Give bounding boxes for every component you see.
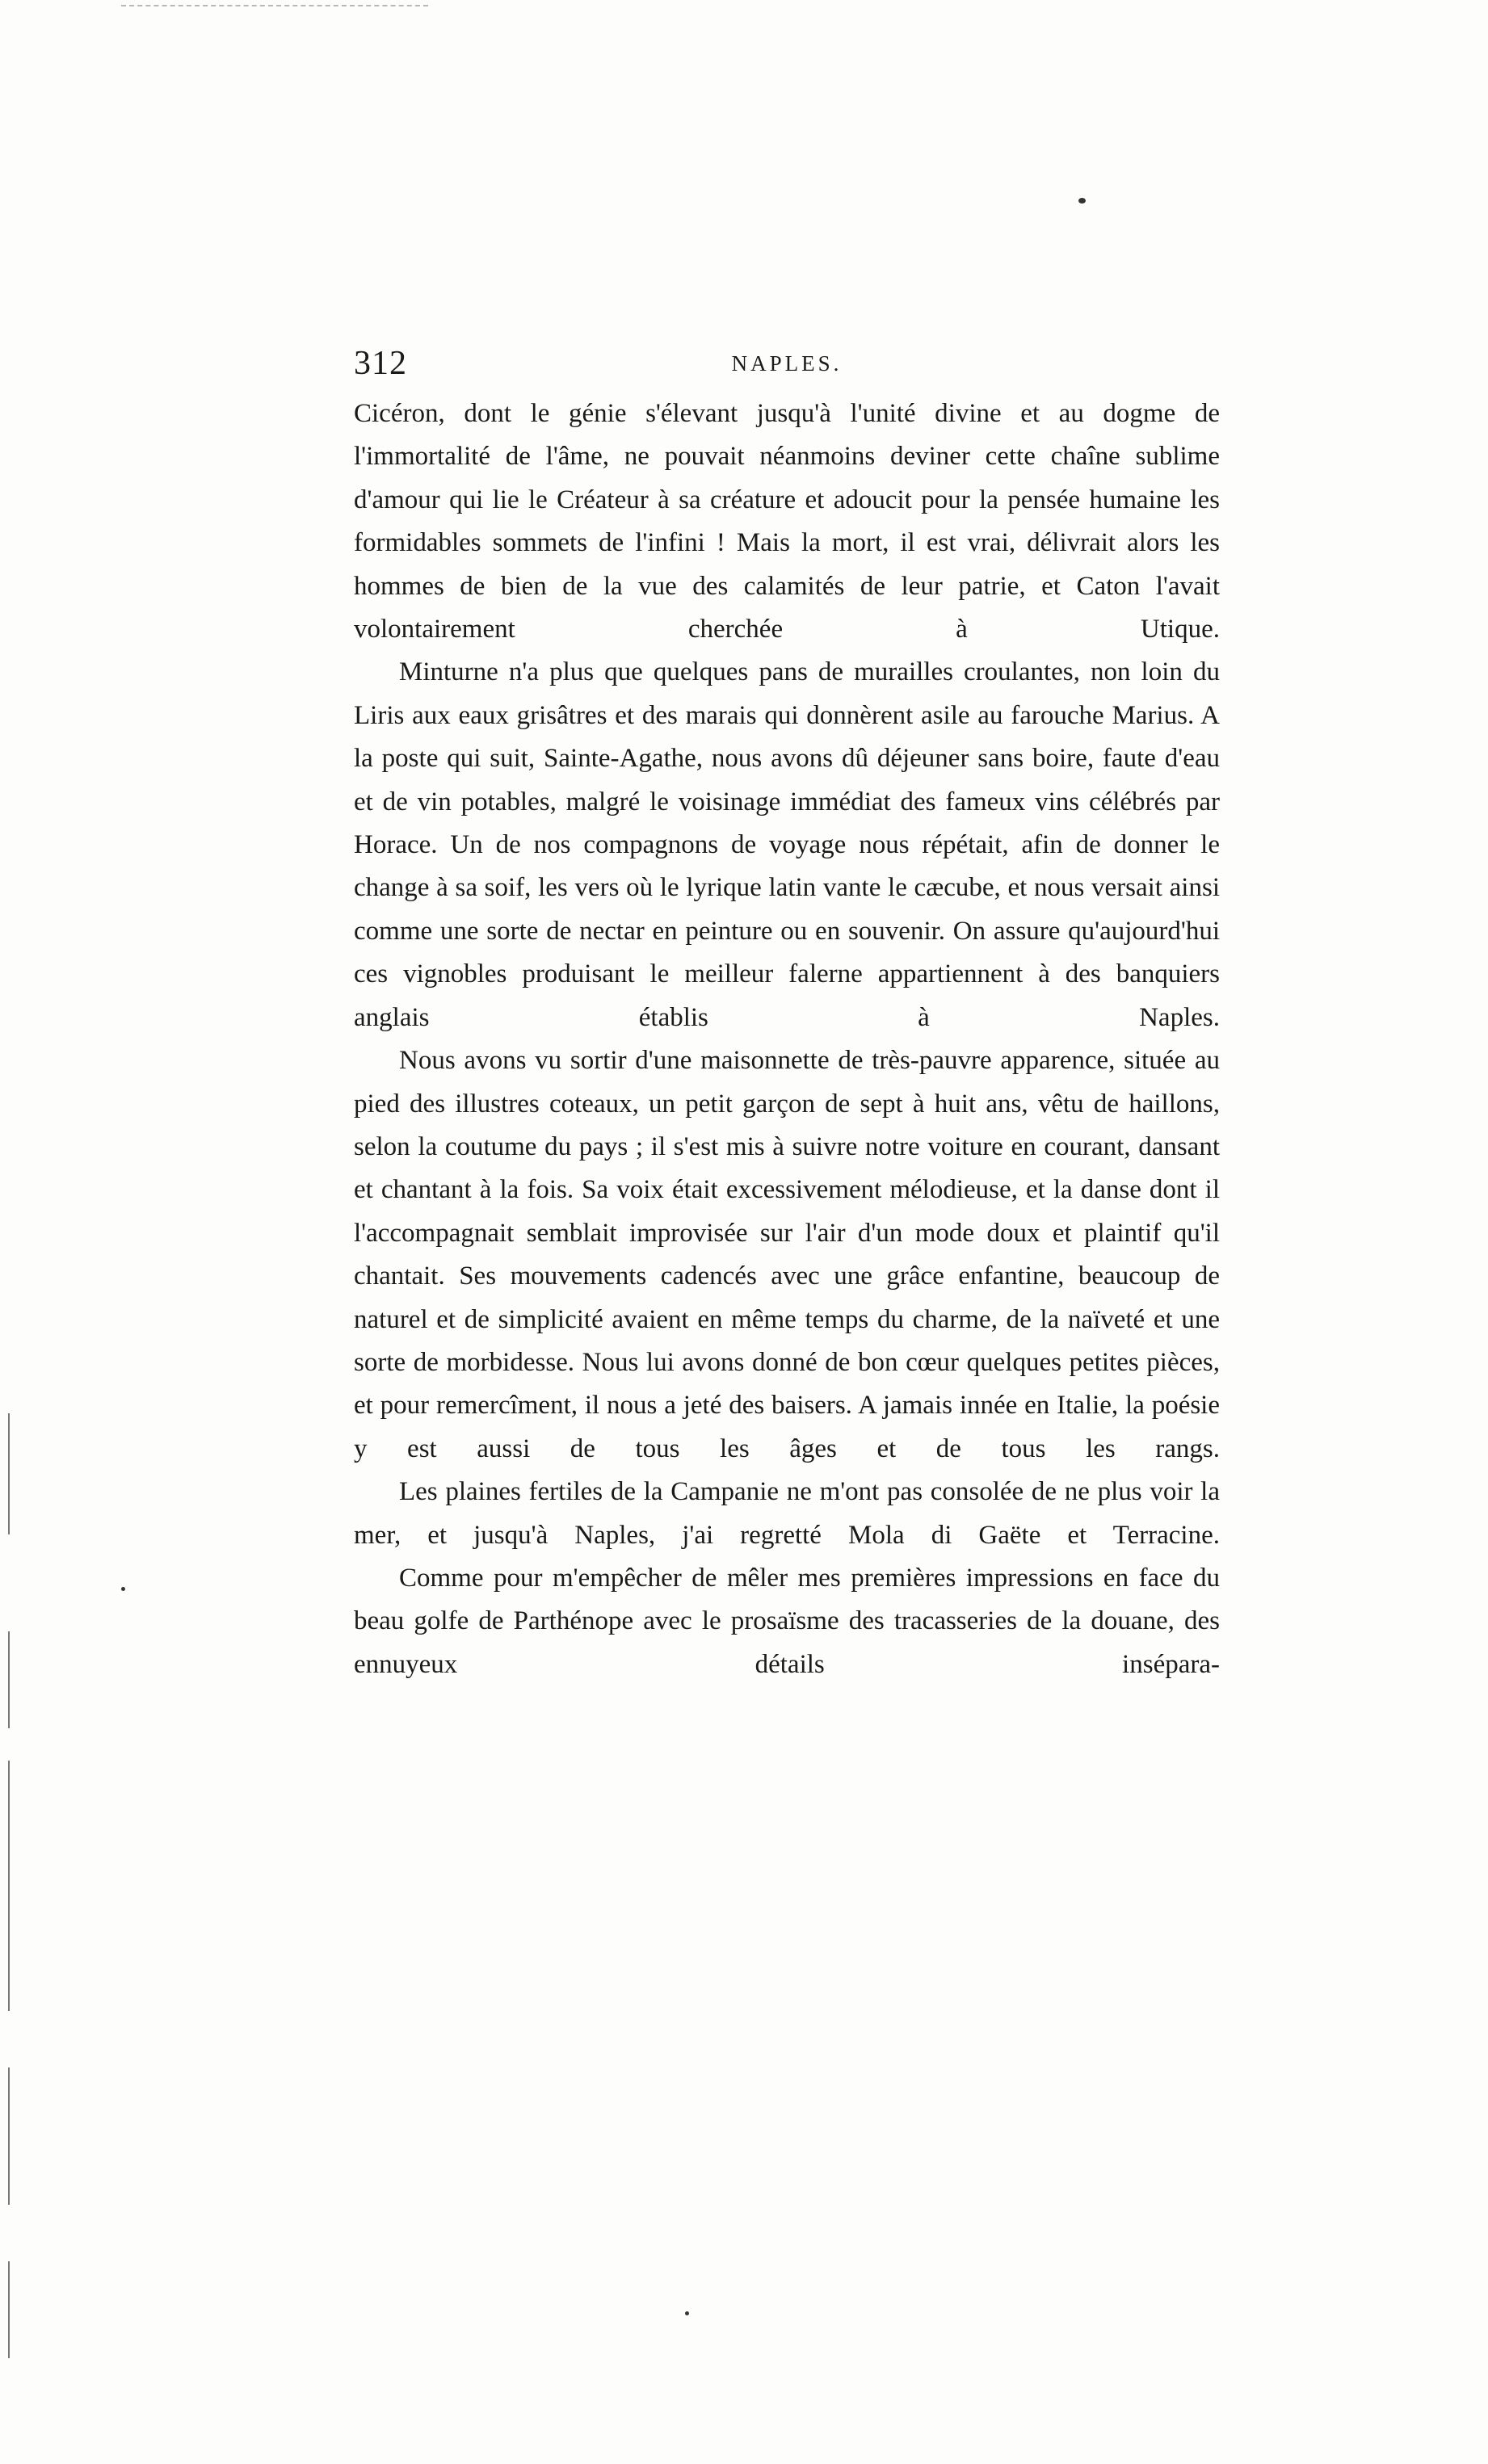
scan-artifact-rule: [121, 5, 428, 6]
running-head: [354, 342, 1220, 388]
paragraph-petit-garcon: Nous avons vu sortir d'une maisonnette de très-pauvre apparence, située au pied des illustres coteaux, un petit garçon de sept à huit ans, vêtu de haillons, selon la coutume du pays ; il s'est mis à suivre notre voiture en courant, dansant et chantant à la fois. Sa voix était excessivement mélodieuse, et la danse dont il l'accompagnait semblait improvisée sur l'air d'un mode doux et plaintif qu'il chantait. Ses mouvements cadencés avec une grâce enfantine, beaucoup de naturel et de simplicité avaient en même temps du charme, de la naïveté et une sorte de morbidesse. Nous lui avons donné de bon cœur quelques petites pièces, et pour remercîment, il nous a jeté des baisers. A jamais innée en Italie, la poésie y est aussi de tous les âges et de tous les rangs.: [354, 1046, 1220, 1463]
scan-edge-line: [8, 1761, 10, 2011]
scan-edge-line: [8, 2067, 10, 2205]
paragraph-minturne: Minturne n'a plus que quelques pans de murailles croulantes, non loin du Liris aux eaux grisâtres et des marais qui donnèrent asile au farouche Marius. A la poste qui suit, Sainte-Agathe, nous avons dû déjeuner sans boire, faute d'eau et de vin potables, malgré le voisinage immédiat des fameux vins célébrés par Horace. Un de nos compagnons de voyage nous répétait, afin de donner le change à sa soif, les vers où le lyrique latin vante le cæcube, et nous versait ainsi comme une sorte de nectar en peinture ou en souvenir. On assure qu'aujourd'hui ces vignobles produisant le meilleur falerne appartiennent à des banquiers anglais établis à Naples.: [354, 657, 1220, 1032]
scan-speck: [121, 1587, 125, 1591]
paragraph-campanie: Les plaines fertiles de la Campanie ne m'ont pas consolée de ne plus voir la mer, et jusqu'à Naples, j'ai regretté Mola di Gaëte et Terracine.: [354, 1477, 1220, 1550]
running-title: NAPLES.: [731, 351, 843, 376]
scan-edge-line: [8, 1413, 10, 1534]
page-number: 312: [354, 345, 407, 382]
scan-edge-line: [8, 2261, 10, 2358]
scan-speck: [685, 2311, 689, 2315]
paragraph-ciceron: Cicéron, dont le génie s'élevant jusqu'à l'unité divine et au dogme de l'immortalité de l'âme, ne pouvait néanmoins deviner cette chaîne sublime d'amour qui lie le Créateur à sa créature et adoucit pour la pensée humaine les formidables sommets de l'infini ! Mais la mort, il est vrai, délivrait alors les hommes de bien de la vue des calamités de leur patrie, et Caton l'avait volontairement cherchée à Utique.: [354, 399, 1220, 644]
body-text: [354, 392, 1220, 1686]
scan-speck: [1078, 198, 1086, 204]
paragraph-parthenope: Comme pour m'empêcher de mêler mes premières impressions en face du beau golfe de Parthénope avec le prosaïsme des tracasseries de la douane, des ennuyeux détails insépara-: [354, 1563, 1220, 1679]
scan-edge-line: [8, 1631, 10, 1728]
